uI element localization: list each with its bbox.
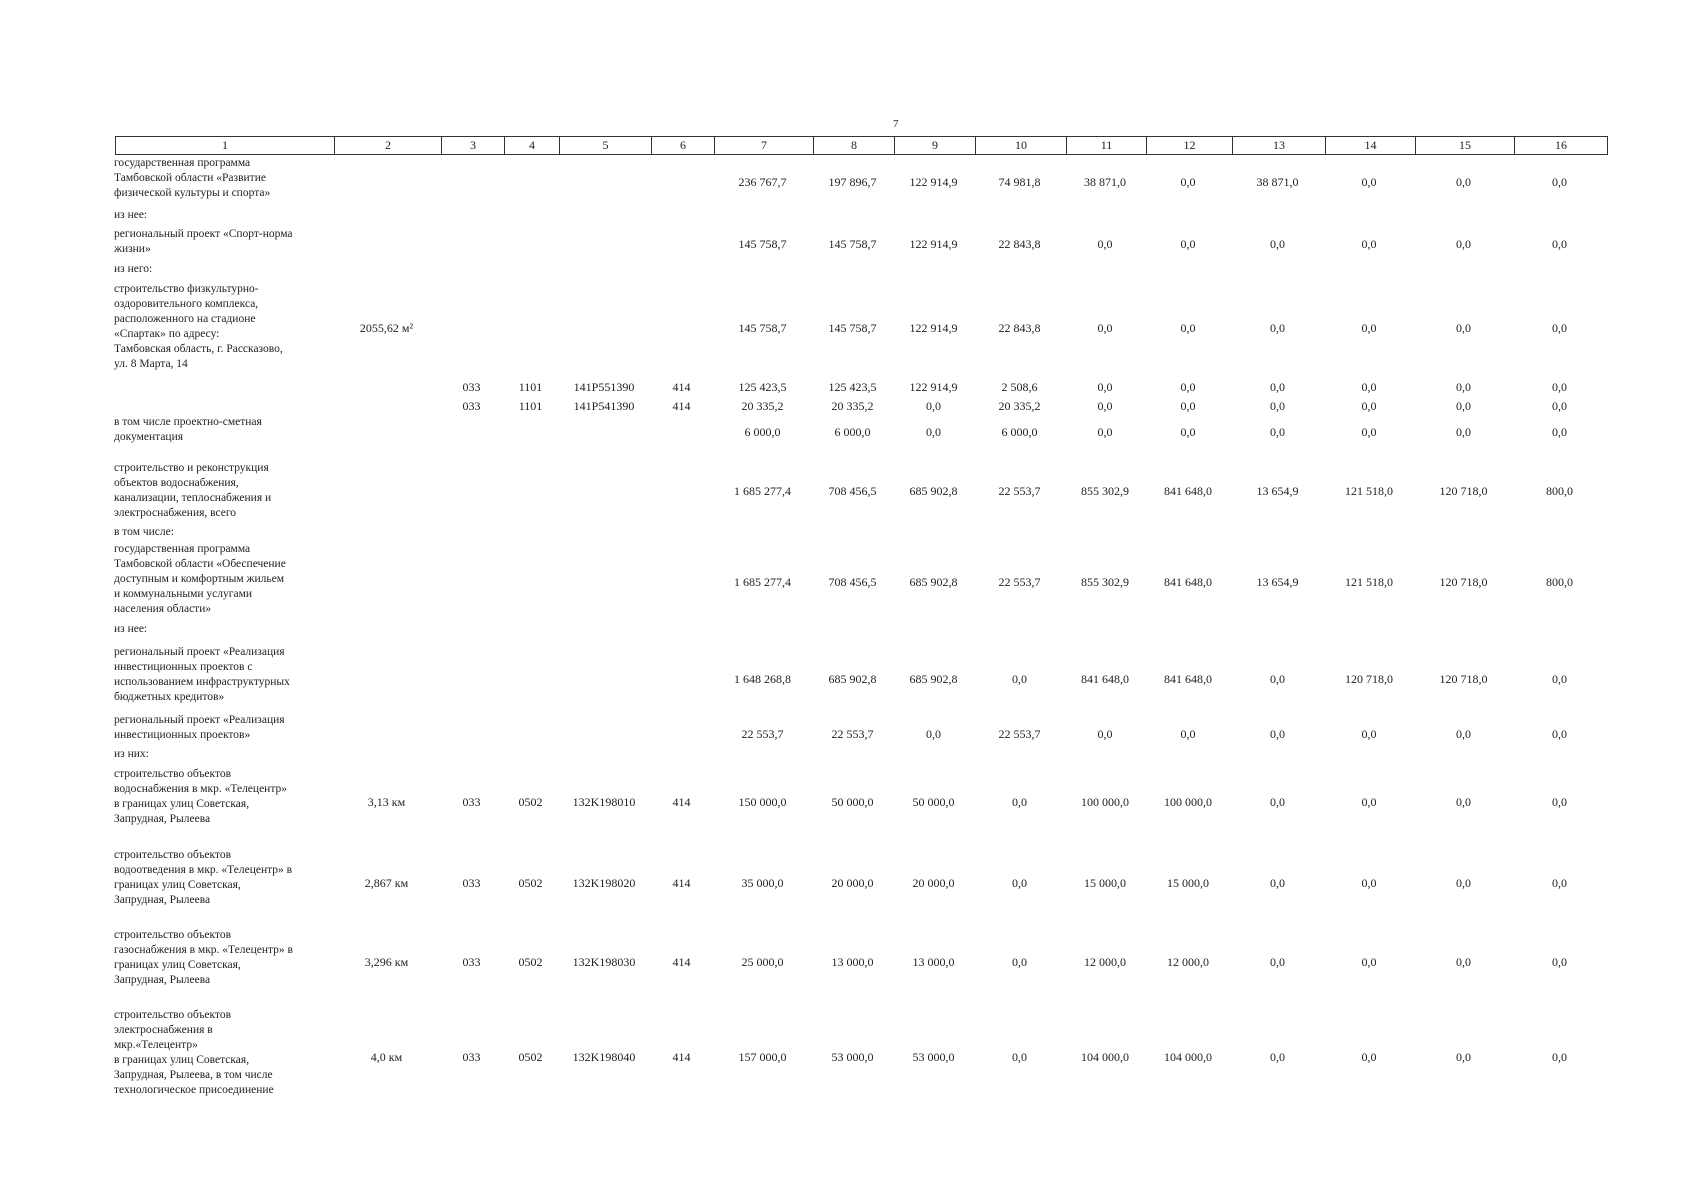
header-col-8: 8	[813, 137, 894, 154]
value-cell-col-11: 0,0	[1097, 321, 1113, 335]
value-cell-col-14: 121 518,0	[1345, 484, 1393, 498]
value-cell-col-8: 50 000,0	[831, 795, 874, 809]
value-cell-col-16: 0,0	[1552, 795, 1567, 809]
value-cell-col-11: 12 000,0	[1084, 955, 1126, 969]
value-cell-col-9: 13 000,0	[912, 955, 955, 969]
value-cell-col-11: 0,0	[1097, 425, 1113, 439]
value-cell-col-9: 0,0	[926, 727, 941, 741]
row-name: строительство физкультурно- оздоровительного комплекса, расположенного на стадионе «Спартак» по адресу: Тамбовская область, г. Рассказово, ул. 8 Марта, 14	[114, 283, 283, 370]
value-cell-col-12: 841 648,0	[1164, 575, 1212, 589]
header-col-16: 16	[1514, 137, 1607, 154]
value-cell-col-7: 150 000,0	[738, 795, 787, 809]
value-cell-col-9: 122 914,9	[909, 237, 958, 251]
value-cell-col-16: 0,0	[1552, 876, 1567, 890]
value-cell-col-9: 20 000,0	[912, 876, 955, 890]
value-cell-col-7: 20 335,2	[741, 399, 784, 413]
value-cell-col-13: 0,0	[1270, 876, 1285, 890]
value-cell-col-8: 20 335,2	[831, 399, 874, 413]
value-cell-col-13: 0,0	[1270, 672, 1285, 686]
value-cell-col-10: 22 553,7	[998, 727, 1041, 741]
chapter-cell: 033	[462, 1050, 481, 1064]
value-cell-col-11: 100 000,0	[1081, 795, 1129, 809]
value-cell-col-14: 0,0	[1361, 237, 1377, 251]
value-cell-col-13: 13 654,9	[1256, 575, 1299, 589]
value-cell-col-15: 0,0	[1456, 321, 1471, 335]
value-cell-col-14: 121 518,0	[1345, 575, 1393, 589]
chapter-cell: 033	[462, 399, 481, 413]
value-cell-col-14: 0,0	[1361, 795, 1377, 809]
row-name: строительство объектов водоснабжения в мкр. «Телецентр» в границах улиц Советская, Запрудная, Рылеева	[114, 768, 287, 825]
value-cell-col-8: 13 000,0	[831, 955, 874, 969]
expense-type-cell: 414	[672, 380, 691, 394]
section-cell: 1101	[518, 380, 543, 394]
value-cell-col-15: 0,0	[1456, 175, 1471, 189]
value-cell-col-15: 0,0	[1456, 380, 1471, 394]
value-cell-col-13: 0,0	[1270, 727, 1285, 741]
value-cell-col-13: 0,0	[1270, 321, 1285, 335]
header-col-2: 2	[334, 137, 441, 154]
header-col-5: 5	[559, 137, 651, 154]
value-cell-col-11: 104 000,0	[1081, 1050, 1129, 1064]
value-cell-col-7: 145 758,7	[738, 237, 787, 251]
value-cell-col-15: 0,0	[1456, 425, 1471, 439]
value-cell-col-10: 0,0	[1012, 1050, 1027, 1064]
value-cell-col-9: 685 902,8	[909, 484, 958, 498]
expense-type-cell: 414	[672, 955, 691, 969]
value-cell-col-9: 685 902,8	[909, 575, 958, 589]
value-cell-col-15: 0,0	[1456, 237, 1471, 251]
value-cell-col-9: 122 914,9	[909, 321, 958, 335]
value-cell-col-12: 841 648,0	[1164, 672, 1212, 686]
header-col-7: 7	[714, 137, 813, 154]
value-cell-col-12: 12 000,0	[1167, 955, 1209, 969]
value-cell-col-13: 38 871,0	[1256, 175, 1299, 189]
expense-type-cell: 414	[672, 876, 691, 890]
chapter-cell: 033	[462, 795, 481, 809]
value-cell-col-12: 0,0	[1180, 321, 1196, 335]
value-cell-col-14: 0,0	[1361, 399, 1377, 413]
value-cell-col-16: 0,0	[1552, 175, 1567, 189]
value-cell-col-15: 120 718,0	[1439, 484, 1488, 498]
value-cell-col-10: 74 981,8	[998, 175, 1041, 189]
value-cell-col-11: 0,0	[1097, 237, 1113, 251]
value-cell-col-16: 0,0	[1552, 955, 1567, 969]
value-cell-col-11: 15 000,0	[1084, 876, 1126, 890]
value-cell-col-8: 708 456,5	[828, 575, 877, 589]
expense-type-cell: 414	[672, 399, 691, 413]
value-cell-col-9: 50 000,0	[912, 795, 955, 809]
section-cell: 0502	[518, 876, 543, 890]
header-col-3: 3	[441, 137, 504, 154]
value-cell-col-9: 122 914,9	[909, 380, 958, 394]
value-cell-col-12: 0,0	[1180, 425, 1196, 439]
section-cell: 0502	[518, 795, 543, 809]
value-cell-col-12: 0,0	[1180, 399, 1196, 413]
value-cell-col-13: 0,0	[1270, 1050, 1285, 1064]
value-cell-col-8: 22 553,7	[831, 727, 874, 741]
value-cell-col-12: 0,0	[1180, 237, 1196, 251]
value-cell-col-10: 22 843,8	[998, 237, 1041, 251]
value-cell-col-15: 0,0	[1456, 399, 1471, 413]
section-cell: 0502	[518, 955, 543, 969]
value-cell-col-8: 685 902,8	[828, 672, 877, 686]
value-cell-col-13: 0,0	[1270, 795, 1285, 809]
value-cell-col-10: 0,0	[1012, 795, 1027, 809]
value-cell-col-10: 20 335,2	[998, 399, 1041, 413]
value-cell-col-16: 0,0	[1552, 321, 1567, 335]
value-cell-col-11: 38 871,0	[1084, 175, 1126, 189]
row-name: строительство объектов газоснабжения в мкр. «Телецентр» в границах улиц Советская, Запрудная, Рылеева	[114, 929, 293, 986]
value-cell-col-7: 145 758,7	[738, 321, 787, 335]
value-cell-col-7: 6 000,0	[744, 425, 781, 439]
value-cell-col-14: 0,0	[1361, 727, 1377, 741]
value-cell-col-14: 0,0	[1361, 425, 1377, 439]
value-cell-col-12: 0,0	[1180, 175, 1196, 189]
value-cell-col-7: 1 685 277,4	[734, 575, 791, 589]
value-cell-col-7: 236 767,7	[738, 175, 787, 189]
value-cell-col-12: 15 000,0	[1167, 876, 1209, 890]
value-cell-col-8: 145 758,7	[828, 321, 877, 335]
value-cell-col-15: 0,0	[1456, 795, 1471, 809]
value-cell-col-8: 197 896,7	[828, 175, 877, 189]
value-cell-col-13: 0,0	[1270, 955, 1285, 969]
note-iz-nee-2: из нее:	[114, 623, 148, 635]
value-cell-col-15: 0,0	[1456, 1050, 1471, 1064]
header-col-13: 13	[1232, 137, 1325, 154]
value-cell-col-11: 855 302,9	[1081, 484, 1129, 498]
value-cell-col-16: 0,0	[1552, 237, 1567, 251]
value-cell-col-13: 0,0	[1270, 425, 1285, 439]
value-cell-col-16: 0,0	[1552, 1050, 1567, 1064]
value-cell-col-15: 0,0	[1456, 727, 1471, 741]
value-cell-col-8: 20 000,0	[831, 876, 874, 890]
value-cell-col-9: 0,0	[926, 425, 941, 439]
section-cell: 0502	[518, 1050, 543, 1064]
table-header	[115, 136, 1608, 155]
value-cell-col-7: 22 553,7	[741, 727, 784, 741]
value-cell-col-7: 125 423,5	[738, 380, 787, 394]
value-cell-col-10: 6 000,0	[1001, 425, 1038, 439]
value-cell-col-7: 35 000,0	[741, 876, 784, 890]
value-cell-col-10: 2 508,6	[1001, 380, 1038, 394]
value-cell-col-13: 0,0	[1270, 237, 1285, 251]
value-cell-col-14: 120 718,0	[1345, 672, 1393, 686]
value-cell-col-15: 120 718,0	[1439, 672, 1488, 686]
value-cell-col-16: 0,0	[1552, 425, 1567, 439]
unit-cell: 2,867 км	[364, 876, 409, 890]
header-col-1: 1	[222, 138, 228, 152]
value-cell-col-15: 0,0	[1456, 955, 1471, 969]
value-cell-col-15: 120 718,0	[1439, 575, 1488, 589]
target-code-cell: 132K198010	[572, 795, 636, 809]
value-cell-col-8: 708 456,5	[828, 484, 877, 498]
value-cell-col-7: 25 000,0	[741, 955, 784, 969]
value-cell-col-7: 1 685 277,4	[734, 484, 791, 498]
value-cell-col-12: 0,0	[1180, 727, 1196, 741]
row-name: региональный проект «Реализация инвестиционных проектов»	[114, 714, 285, 741]
value-cell-col-14: 0,0	[1361, 1050, 1377, 1064]
value-cell-col-9: 122 914,9	[909, 175, 958, 189]
header-col-12: 12	[1146, 137, 1232, 154]
section-cell: 1101	[518, 399, 543, 413]
value-cell-col-10: 0,0	[1012, 955, 1027, 969]
chapter-cell: 033	[462, 380, 481, 394]
value-cell-col-16: 800,0	[1546, 484, 1573, 498]
value-cell-col-10: 0,0	[1012, 876, 1027, 890]
header-col-10: 10	[975, 137, 1066, 154]
note-iz-nego: из него:	[114, 263, 153, 275]
header-col-9: 9	[894, 137, 975, 154]
value-cell-col-16: 0,0	[1552, 399, 1567, 413]
value-cell-col-8: 6 000,0	[834, 425, 871, 439]
value-cell-col-13: 0,0	[1270, 399, 1285, 413]
value-cell-col-14: 0,0	[1361, 380, 1377, 394]
value-cell-col-14: 0,0	[1361, 175, 1377, 189]
value-cell-col-10: 0,0	[1012, 672, 1027, 686]
unit-cell: 4,0 км	[370, 1050, 403, 1064]
value-cell-col-10: 22 553,7	[998, 575, 1041, 589]
value-cell-col-16: 0,0	[1552, 380, 1567, 394]
value-cell-col-14: 0,0	[1361, 876, 1377, 890]
target-code-cell: 141P551390	[573, 380, 635, 394]
row-name: строительство и реконструкция объектов водоснабжения, канализации, теплоснабжения и электроснабжения, всего	[114, 462, 272, 519]
value-cell-col-16: 0,0	[1552, 727, 1567, 741]
value-cell-col-11: 841 648,0	[1081, 672, 1129, 686]
value-cell-col-10: 22 843,8	[998, 321, 1041, 335]
unit-cell: 2055,62 м²	[359, 321, 414, 335]
value-cell-col-12: 0,0	[1180, 380, 1196, 394]
row-name: строительство объектов водоотведения в мкр. «Телецентр» в границах улиц Советская, Запрудная, Рылеева	[114, 849, 293, 906]
note-iz-nih: из них:	[114, 748, 149, 760]
value-cell-col-12: 841 648,0	[1164, 484, 1212, 498]
value-cell-col-7: 157 000,0	[738, 1050, 787, 1064]
chapter-cell: 033	[462, 876, 481, 890]
header-col-4: 4	[504, 137, 559, 154]
header-col-14: 14	[1325, 137, 1415, 154]
header-col-15: 15	[1415, 137, 1514, 154]
value-cell-col-16: 800,0	[1546, 575, 1573, 589]
value-cell-col-8: 53 000,0	[831, 1050, 874, 1064]
chapter-cell: 033	[462, 955, 481, 969]
value-cell-col-16: 0,0	[1552, 672, 1567, 686]
value-cell-col-11: 0,0	[1097, 399, 1113, 413]
value-cell-col-9: 53 000,0	[912, 1050, 955, 1064]
value-cell-col-14: 0,0	[1361, 955, 1377, 969]
target-code-cell: 141P541390	[573, 399, 635, 413]
value-cell-col-8: 125 423,5	[828, 380, 877, 394]
value-cell-col-12: 104 000,0	[1164, 1050, 1212, 1064]
value-cell-col-15: 0,0	[1456, 876, 1471, 890]
value-cell-col-14: 0,0	[1361, 321, 1377, 335]
value-cell-col-11: 0,0	[1097, 380, 1113, 394]
unit-cell: 3,296 км	[364, 955, 409, 969]
value-cell-col-9: 0,0	[926, 399, 941, 413]
value-cell-col-7: 1 648 268,8	[734, 672, 791, 686]
target-code-cell: 132K198030	[572, 955, 636, 969]
expense-type-cell: 414	[672, 1050, 691, 1064]
header-col-11: 11	[1066, 137, 1146, 154]
page-number: 7	[893, 118, 899, 130]
unit-cell: 3,13 км	[367, 795, 406, 809]
row-name: в том числе проектно-сметная документация	[114, 416, 262, 443]
header-col-6: 6	[651, 137, 714, 154]
row-name: строительство объектов электроснабжения в мкр.«Телецентр» в границах улиц Советская, Запрудная, Рылеева, в том числе технологическое присоединение	[114, 1009, 274, 1096]
value-cell-col-9: 685 902,8	[909, 672, 958, 686]
value-cell-col-11: 855 302,9	[1081, 575, 1129, 589]
value-cell-col-13: 13 654,9	[1256, 484, 1299, 498]
target-code-cell: 132K198040	[572, 1050, 636, 1064]
target-code-cell: 132K198020	[572, 876, 636, 890]
note-v-tom-chisle: в том числе:	[114, 526, 174, 538]
value-cell-col-11: 0,0	[1097, 727, 1113, 741]
note-iz-nee: из нее:	[114, 209, 148, 221]
value-cell-col-12: 100 000,0	[1164, 795, 1212, 809]
value-cell-col-8: 145 758,7	[828, 237, 877, 251]
row-name: государственная программа Тамбовской области «Обеспечение доступным и комфортным жильем и коммунальными услугами населения области»	[114, 543, 286, 615]
row-name: региональный проект «Спорт-норма жизни»	[114, 228, 293, 255]
value-cell-col-13: 0,0	[1270, 380, 1285, 394]
value-cell-col-10: 22 553,7	[998, 484, 1041, 498]
row-name: государственная программа Тамбовской области «Развитие физической культуры и спорта»	[114, 157, 271, 199]
expense-type-cell: 414	[672, 795, 691, 809]
row-name: региональный проект «Реализация инвестиционных проектов с использованием инфраструктурных бюджетных кредитов»	[114, 646, 290, 703]
